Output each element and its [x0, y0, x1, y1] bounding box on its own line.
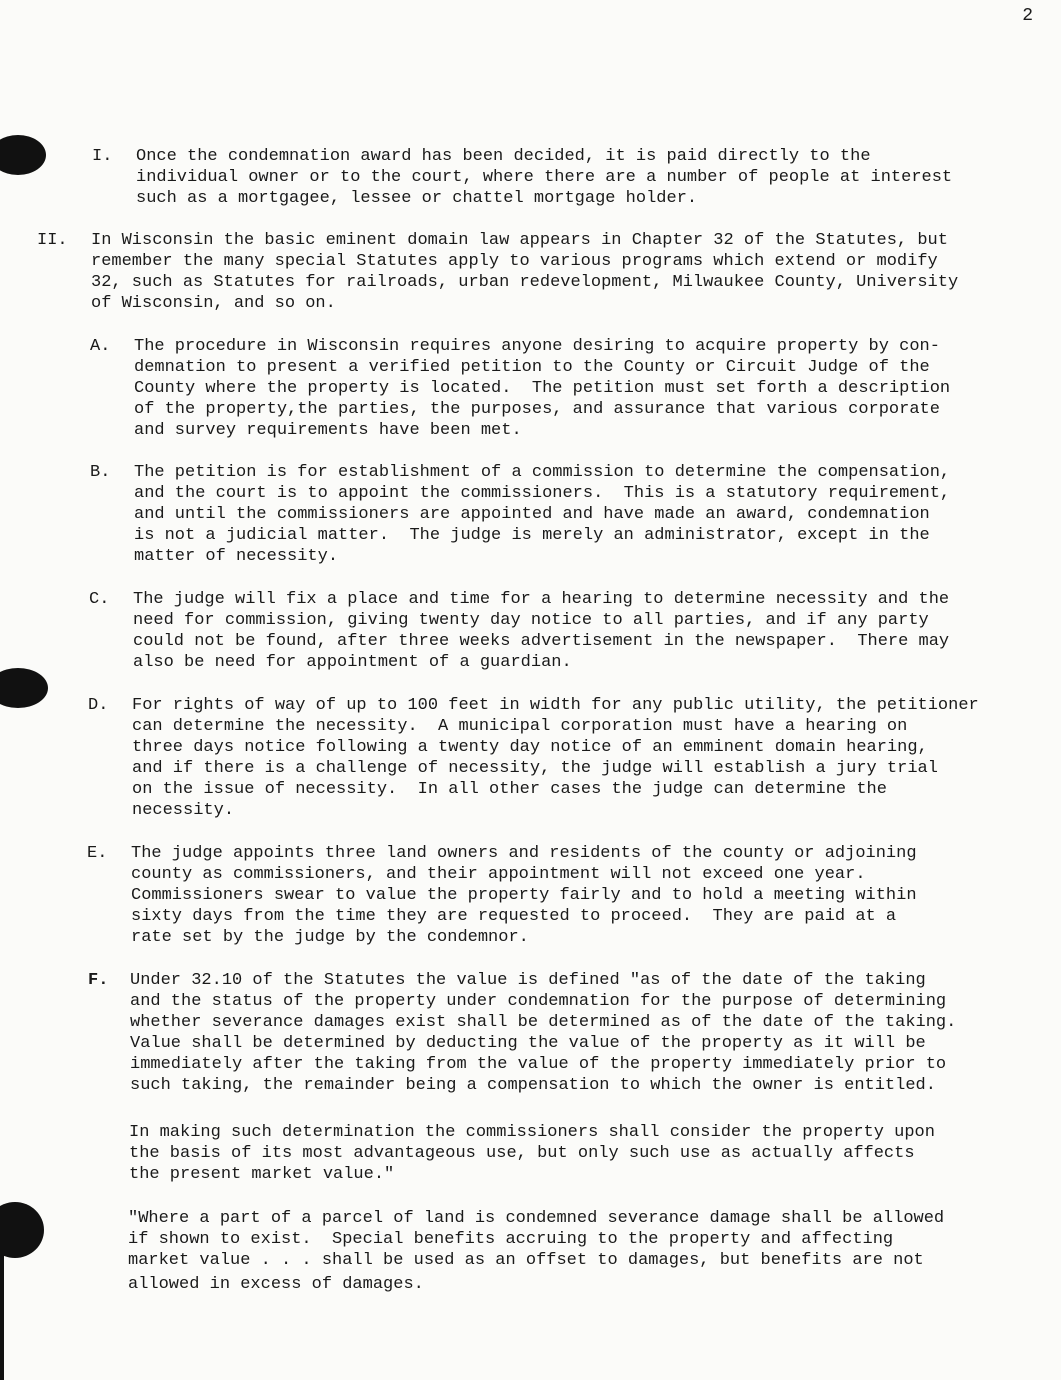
item-line: could not be found, after three weeks advertisement in the newspaper. There may — [133, 632, 950, 651]
item-line: county as commissioners, and their appointment will not exceed one year. — [131, 865, 866, 884]
item-d — [88, 695, 979, 821]
item-line: County where the property is located. The petition must set forth a description — [134, 379, 951, 398]
item-line: such as a mortgagee, lessee or chattel mortgage holder. — [136, 189, 698, 208]
item-line: if shown to exist. Special benefits accruing to the property and affecting — [128, 1230, 894, 1249]
item-f — [88, 970, 957, 1096]
item-line: In making such determination the commissioners shall consider the property upon — [129, 1123, 935, 1142]
punch-hole-bottom — [0, 1202, 44, 1258]
item-label: II. — [37, 231, 68, 250]
item-line: matter of necessity. — [134, 547, 339, 566]
item-line: individual owner or to the court, where there are a number of people at interest — [136, 168, 953, 187]
item-line: the present market value." — [129, 1165, 395, 1184]
item-line: and if there is a challenge of necessity, the judge will establish a jury trial — [132, 759, 938, 778]
item-a — [90, 336, 951, 441]
item-line: Commissioners swear to value the property fairly and to hold a meeting within — [131, 886, 917, 905]
item-line: also be need for appointment of a guardian. — [133, 653, 572, 672]
item-line: Once the condemnation award has been decided, it is paid directly to the — [136, 147, 871, 166]
item-label: A. — [90, 337, 111, 356]
item-label: I. — [92, 147, 113, 166]
item-label: F. — [88, 971, 109, 990]
item-line: of the property,the parties, the purposes, and assurance that various corporate — [134, 400, 940, 419]
item-line: immediately after the taking from the value of the property immediately prior to — [130, 1055, 947, 1074]
item-f-continuation-1 — [129, 1122, 935, 1185]
item-line: 32, such as Statutes for railroads, urban redevelopment, Milwaukee County, University — [91, 273, 959, 292]
item-line: and until the commissioners are appointed and have made an award, condemnation — [134, 505, 930, 524]
item-line: such taking, the remainder being a compensation to which the owner is entitled. — [130, 1076, 936, 1095]
item-label: C. — [89, 590, 110, 609]
item-line: "Where a part of a parcel of land is condemned severance damage shall be allowed — [128, 1209, 945, 1228]
item-line: The petition is for establishment of a commission to determine the compensation, — [134, 463, 951, 482]
item-label: B. — [90, 463, 111, 482]
item-line: allowed in excess of damages. — [128, 1275, 424, 1294]
item-e — [87, 843, 917, 948]
page-edge-shadow — [0, 1250, 4, 1380]
page-number: 2 — [1022, 6, 1033, 26]
item-line: and the court is to appoint the commissioners. This is a statutory requirement, — [134, 484, 951, 503]
item-line: Value shall be determined by deducting the value of the property as it will be — [130, 1034, 926, 1053]
item-line: market value . . . shall be used as an offset to damages, but benefits are not — [128, 1251, 924, 1270]
item-line: The procedure in Wisconsin requires anyone desiring to acquire property by con- — [134, 337, 940, 356]
item-line: The judge appoints three land owners and residents of the county or adjoining — [131, 844, 917, 863]
item-line: can determine the necessity. A municipal corporation must have a hearing on — [132, 717, 908, 736]
item-line: need for commission, giving twenty day notice to all parties, and if any party — [133, 611, 929, 630]
item-line: sixty days from the time they are requested to proceed. They are paid at a — [131, 907, 897, 926]
item-b — [90, 462, 951, 567]
item-label: E. — [87, 844, 108, 863]
item-line: In Wisconsin the basic eminent domain law appears in Chapter 32 of the Statutes, but — [91, 231, 948, 250]
item-c — [89, 589, 950, 673]
item-line: and survey requirements have been met. — [134, 421, 522, 440]
item-line: rate set by the judge by the condemnor. — [131, 928, 529, 947]
item-line: necessity. — [132, 801, 235, 820]
item-line: For rights of way of up to 100 feet in width for any public utility, the petitioner — [132, 696, 979, 715]
item-line: on the issue of necessity. In all other cases the judge can determine the — [132, 780, 887, 799]
item-line: demnation to present a verified petition to the County or Circuit Judge of the — [134, 358, 930, 377]
item-line: whether severance damages exist shall be determined as of the date of the taking. — [130, 1013, 957, 1032]
item-ii — [37, 230, 959, 314]
item-line: remember the many special Statutes apply to various programs which extend or modify — [91, 252, 938, 271]
item-line: the basis of its most advantageous use, but only such use as actually affects — [129, 1144, 915, 1163]
item-f-continuation-2 — [128, 1208, 944, 1295]
item-i — [92, 146, 953, 209]
item-line: Under 32.10 of the Statutes the value is defined "as of the date of the taking — [130, 971, 926, 990]
item-line: and the status of the property under condemnation for the purpose of determining — [130, 992, 947, 1011]
item-line: is not a judicial matter. The judge is merely an administrator, except in the — [134, 526, 930, 545]
item-line: The judge will fix a place and time for a hearing to determine necessity and the — [133, 590, 950, 609]
punch-hole-middle — [0, 668, 48, 708]
punch-hole-top — [0, 135, 46, 175]
item-line: of Wisconsin, and so on. — [91, 294, 336, 313]
item-line: three days notice following a twenty day notice of an emminent domain hearing, — [132, 738, 928, 757]
item-label: D. — [88, 696, 109, 715]
